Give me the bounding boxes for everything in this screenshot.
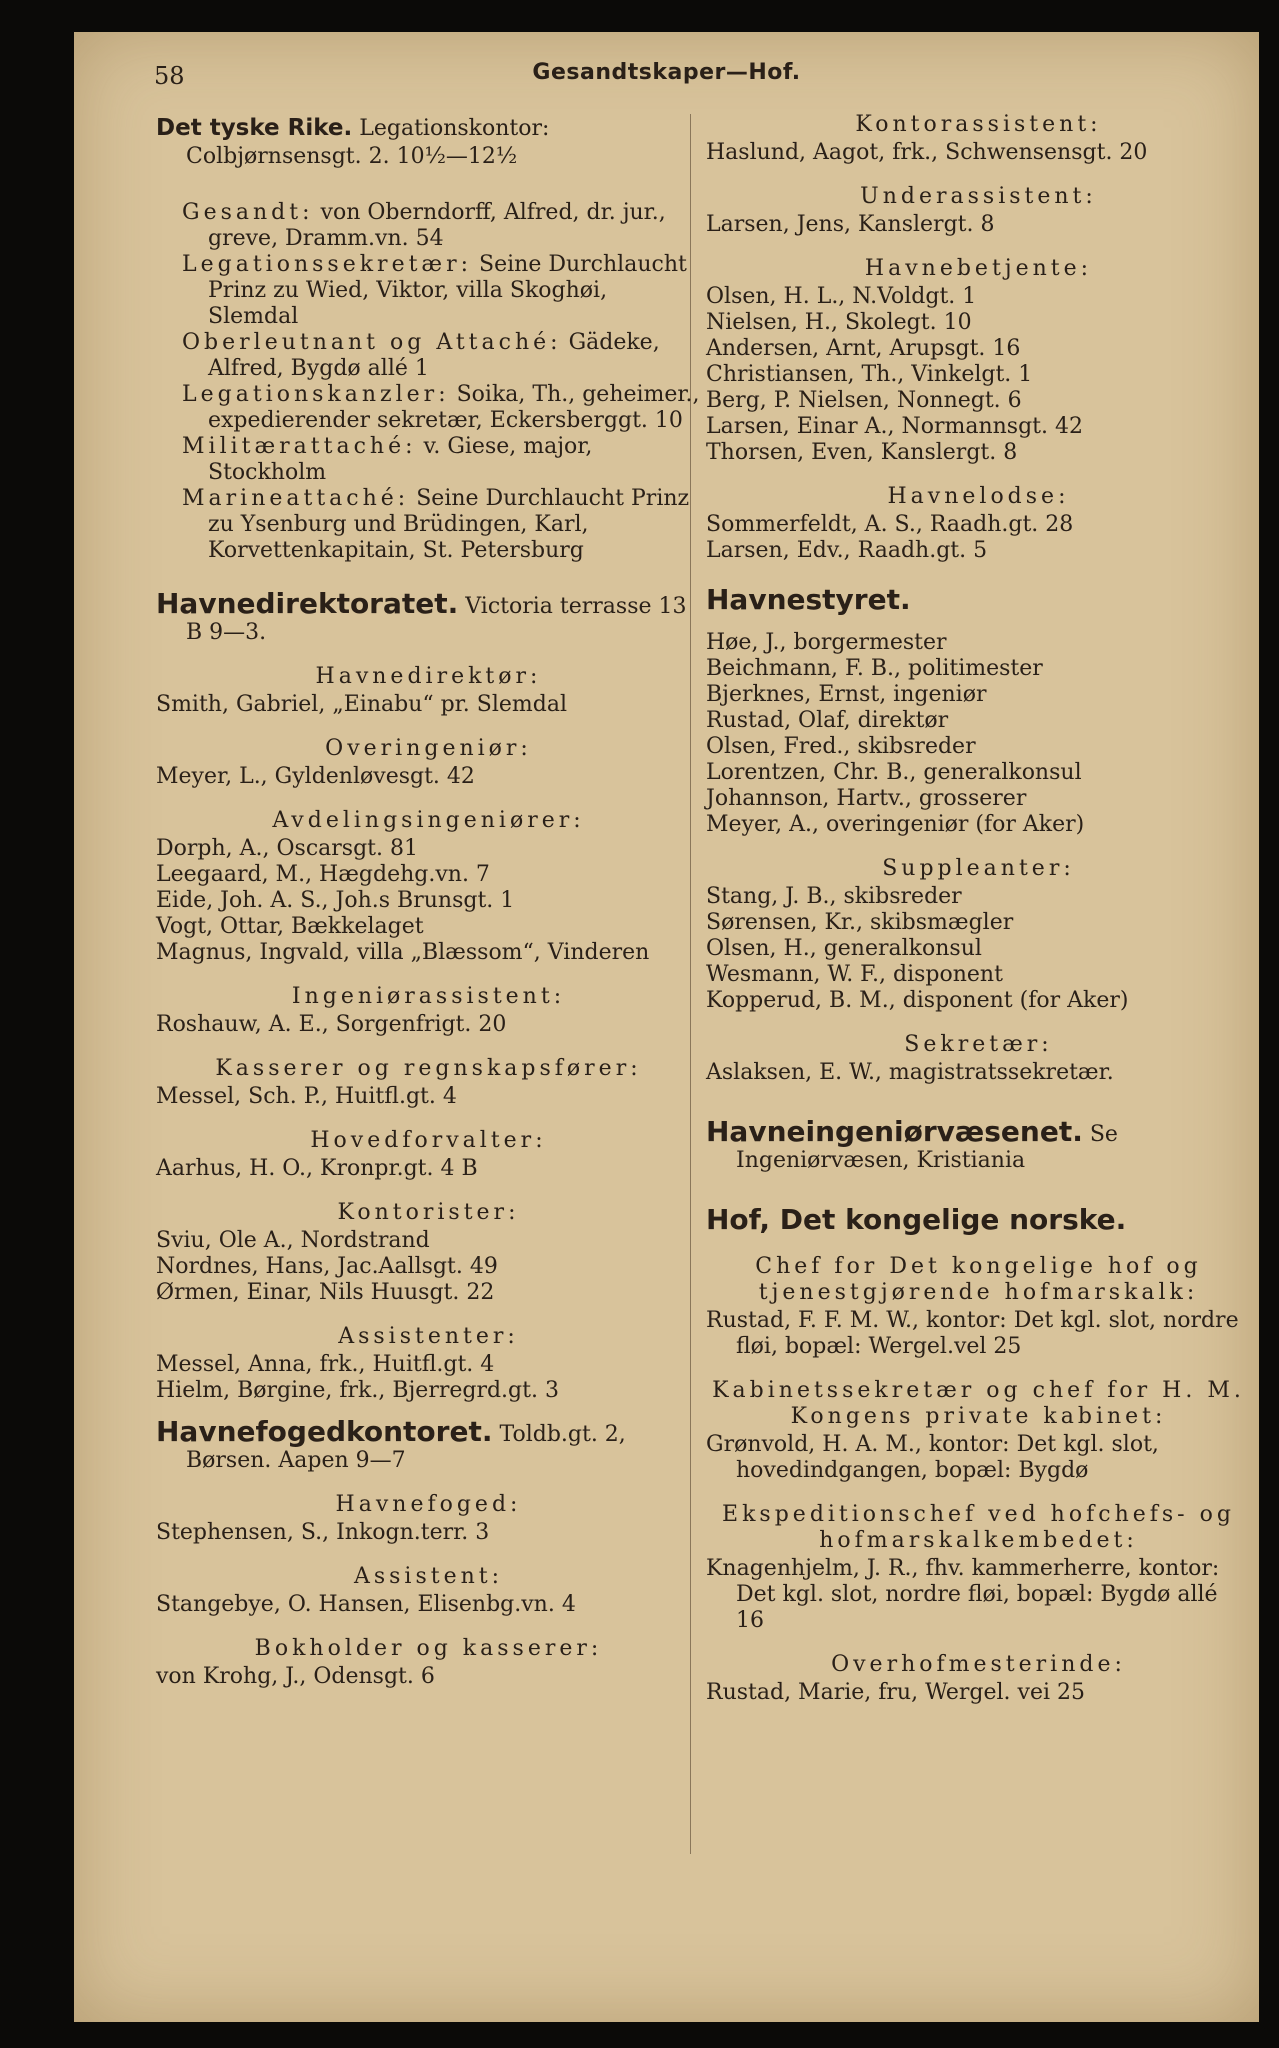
list-item: Vogt, Ottar, Bækkelaget: [156, 914, 424, 939]
list-item: Høe, J., borgermester: [706, 630, 947, 655]
list-item: Kopperud, B. M., disponent (for Aker): [706, 988, 1129, 1013]
group-heading: Sekretær:: [904, 1032, 1053, 1057]
right-column: [706, 112, 1251, 1706]
list-item: Beichmann, F. B., politimester: [706, 656, 1043, 681]
list-item: Olsen, H. L., N.Voldgt. 1: [706, 284, 977, 309]
list-item: Larsen, Einar A., Normannsgt. 42: [706, 414, 1083, 439]
section-detail: Se Ingeniørvæsen, Kristiania: [736, 1122, 1118, 1173]
section-title: Havnestyret.: [706, 583, 911, 616]
entry-text: Gädeke, Alfred, Bygdø allé 1: [208, 330, 660, 381]
entry: [156, 330, 701, 382]
group-heading: Havnelodse:: [887, 484, 1070, 509]
list-item: Larsen, Jens, Kanslergt. 8: [706, 212, 995, 237]
list-item: Grønvold, H. A. M., kontor: Det kgl. slot, hovedindgangen, bopæl: Bygdø: [706, 1432, 1159, 1483]
list-item: Hielm, Børgine, frk., Bjerregrd.gt. 3: [156, 1378, 559, 1403]
list-item: Dorph, A., Oscarsgt. 81: [156, 836, 418, 861]
entry: [156, 486, 701, 564]
list-item: von Krohg, J., Odensgt. 6: [156, 1664, 435, 1689]
group-heading: Suppleanter:: [882, 856, 1075, 881]
list-item: Meyer, A., overingeniør (for Aker): [706, 812, 1085, 837]
list-item: Bjerknes, Ernst, ingeniør: [706, 682, 987, 707]
list-item: Rustad, F. F. M. W., kontor: Det kgl. slot, nordre fløi, bopæl: Wergel.vel 25: [706, 1308, 1239, 1359]
section-tyske-rike: [156, 112, 701, 170]
group-heading: Kontorister:: [337, 1200, 520, 1225]
entry: [156, 252, 701, 330]
entry-text: v. Giese, major, Stockholm: [208, 434, 593, 485]
list-item: Rustad, Olaf, direktør: [706, 708, 949, 733]
entry: [156, 382, 701, 434]
section-title: Havnedirektoratet.: [156, 587, 459, 620]
group-heading: Chef for Det kongelige hof og tjenestgjørende hofmarskalk:: [755, 1254, 1202, 1305]
list-item: Aarhus, H. O., Kronpr.gt. 4 B: [156, 1156, 478, 1181]
group-heading: Assistenter:: [338, 1324, 519, 1349]
entry-text: Seine Durchlaucht Prinz zu Wied, Viktor, villa Skoghøi, Slemdal: [208, 252, 687, 329]
entry-role: Marineattaché:: [182, 486, 410, 511]
group-heading: Underassistent:: [860, 184, 1097, 209]
group-heading: Havnefoged:: [335, 1492, 522, 1517]
entry-text: von Oberndorff, Alfred, dr. jur., greve, Dramm.vn. 54: [208, 200, 666, 251]
page-title: Gesandtskaper—Hof.: [532, 60, 801, 85]
list-item: Nordnes, Hans, Jac.Aallsgt. 49: [156, 1254, 498, 1279]
list-item: Messel, Anna, frk., Huitfl.gt. 4: [156, 1352, 495, 1377]
entry-role: Gesandt:: [182, 200, 314, 225]
list-item: Roshauw, A. E., Sorgenfrigt. 20: [156, 1012, 507, 1037]
group-heading: Assistent:: [353, 1564, 504, 1589]
list-item: Sommerfeldt, A. S., Raadh.gt. 28: [706, 512, 1074, 537]
entry-role: Legationssekretær:: [182, 252, 473, 277]
list-item: Messel, Sch. P., Huitfl.gt. 4: [156, 1084, 457, 1109]
section-title: Det tyske Rike.: [156, 115, 353, 141]
page-number: 58: [154, 62, 185, 90]
list-item: Christiansen, Th., Vinkelgt. 1: [706, 362, 1033, 387]
entry-text: Seine Durchlaucht Prinz zu Ysenburg und Brüdingen, Karl, Korvettenkapitain, St. Petersburg: [208, 486, 690, 563]
section-havnefogedkontoret: [156, 1416, 701, 1474]
section-title: Havneingeniørvæsenet.: [706, 1115, 1083, 1148]
list-item: Smith, Gabriel, „Einabu“ pr. Slemdal: [156, 692, 567, 717]
group-heading: Havnedirektør:: [315, 664, 542, 689]
list-item: Stang, J. B., skibsreder: [706, 884, 962, 909]
section-havneingeniorvaesenet: [706, 1116, 1251, 1174]
list-item: Leegaard, M., Hægdehg.vn. 7: [156, 862, 490, 887]
list-item: Olsen, Fred., skibsreder: [706, 734, 976, 759]
section-detail: Victoria terrasse 13 B 9—3.: [186, 594, 687, 645]
group-heading: Overhofmesterinde:: [831, 1652, 1126, 1677]
group-heading: Kabinetssekretær og chef for H. M. Kongens private kabinet:: [712, 1378, 1245, 1429]
list-item: Berg, P. Nielsen, Nonnegt. 6: [706, 388, 1022, 413]
entry-role: Oberleutnant og Attaché:: [182, 330, 562, 355]
entry: [156, 434, 701, 486]
list-item: Thorsen, Even, Kanslergt. 8: [706, 440, 1018, 465]
group-heading: Hovedforvalter:: [310, 1128, 547, 1153]
entry: [156, 200, 701, 252]
entry-text: Soika, Th., geheimer., expedierender sekretær, Eckersberggt. 10: [208, 382, 700, 433]
section-title: Havnefogedkontoret.: [156, 1415, 493, 1448]
entry-role: Militærattaché:: [182, 434, 417, 459]
list-item: Andersen, Arnt, Arupsgt. 16: [706, 336, 1021, 361]
list-item: Rustad, Marie, fru, Wergel. vei 25: [706, 1680, 1086, 1705]
group-heading: Kontorassistent:: [855, 112, 1102, 137]
list-item: Lorentzen, Chr. B., generalkonsul: [706, 760, 1082, 785]
list-item: Wesmann, W. F., disponent: [706, 962, 1003, 987]
list-item: Meyer, L., Gyldenløvesgt. 42: [156, 764, 475, 789]
group-heading: Ingeniørassistent:: [291, 984, 566, 1009]
list-item: Knagenhjelm, J. R., fhv. kammerherre, kontor: Det kgl. slot, nordre fløi, bopæl: Bygdø allé 16: [706, 1556, 1220, 1633]
list-item: Sviu, Ole A., Nordstrand: [156, 1228, 430, 1253]
list-item: Ørmen, Einar, Nils Huusgt. 22: [156, 1280, 495, 1305]
list-item: Eide, Joh. A. S., Joh.s Brunsgt. 1: [156, 888, 515, 913]
section-detail: Legationskontor: Colbjørnsensgt. 2. 10½—12½: [186, 116, 550, 169]
group-heading: Avdelingsingeniører:: [272, 808, 585, 833]
list-item: Stangebye, O. Hansen, Elisenbg.vn. 4: [156, 1592, 576, 1617]
group-heading: Kasserer og regnskapsfører:: [215, 1056, 642, 1081]
list-item: Haslund, Aagot, frk., Schwensensgt. 20: [706, 140, 1148, 165]
list-item: Larsen, Edv., Raadh.gt. 5: [706, 538, 988, 563]
list-item: Olsen, H., generalkonsul: [706, 936, 982, 961]
group-heading: Bokholder og kasserer:: [254, 1636, 603, 1661]
left-column: [156, 112, 701, 1690]
section-detail: Toldb.gt. 2, Børsen. Aapen 9—7: [186, 1422, 626, 1473]
entry-role: Legationskanzler:: [182, 382, 450, 407]
group-heading: Ekspeditionschef ved hofchefs- og hofmarskalkembedet:: [722, 1502, 1235, 1553]
list-item: Aslaksen, E. W., magistratssekretær.: [706, 1060, 1114, 1085]
page: [74, 32, 1259, 2022]
list-item: Johannson, Hartv., grosserer: [706, 786, 1027, 811]
list-item: Sørensen, Kr., skibsmægler: [706, 910, 1014, 935]
group-heading: Havnebetjente:: [864, 256, 1093, 281]
list-item: Stephensen, S., Inkogn.terr. 3: [156, 1520, 490, 1545]
group-heading: Overingeniør:: [325, 736, 532, 761]
list-item: Magnus, Ingvald, villa „Blæssom“, Vinderen: [156, 940, 650, 965]
section-title: Hof, Det kongelige norske.: [706, 1203, 1127, 1236]
section-havnedirektoratet: [156, 588, 701, 646]
list-item: Nielsen, H., Skolegt. 10: [706, 310, 972, 335]
